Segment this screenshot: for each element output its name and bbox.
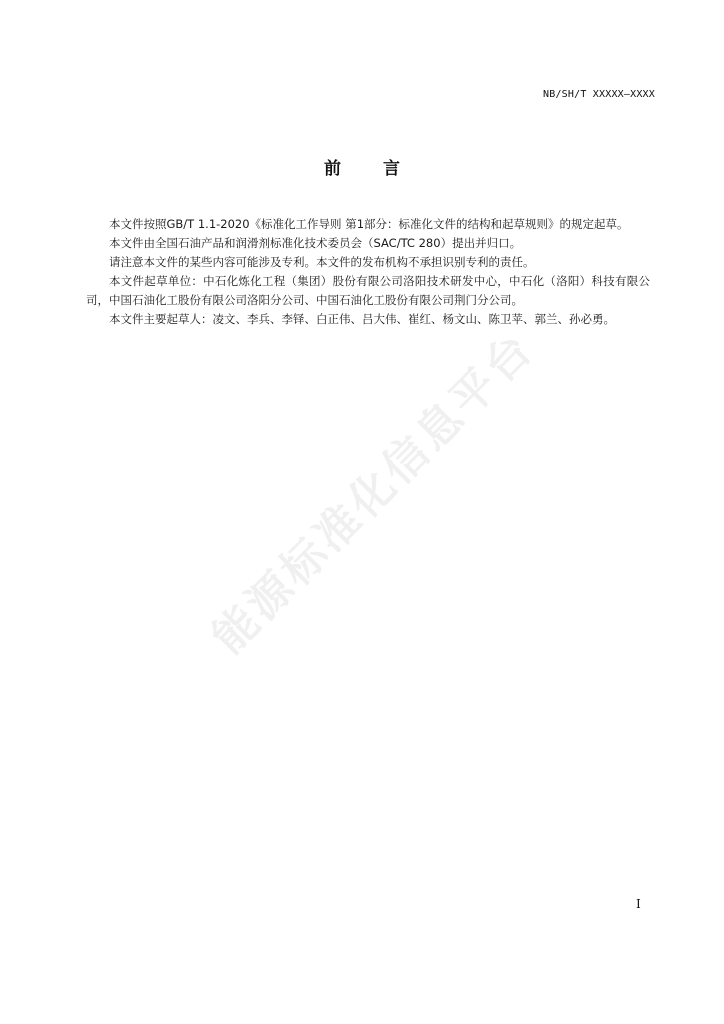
standard-code: NB/SH/T XXXXX—XXXX xyxy=(543,89,655,100)
paragraph-patent-notice: 请注意本文件的某些内容可能涉及专利。本文件的发布机构不承担识别专利的责任。 xyxy=(109,255,535,269)
paragraph-drafting-units: 本文件起草单位：中石化炼化工程（集团）股份有限公司洛阳技术研发中心，中石化（洛阳）科技有限公司，中国石油化工股份有限公司洛阳分公司、中国石油化工股份有限公司荆门分公司。 xyxy=(86,274,650,307)
paragraph-proposer: 本文件由全国石油产品和润滑剂标准化技术委员会（SAC/TC 280）提出并归口。 xyxy=(109,236,522,250)
paragraph-drafting-rules: 本文件按照GB/T 1.1-2020《标准化工作导则 第1部分：标准化文件的结构和起草规则》的规定起草。 xyxy=(109,217,629,231)
paragraph-drafters: 本文件主要起草人：凌文、李兵、李铎、白正伟、吕大伟、崔红、杨文山、陈卫苹、郭兰、孙必勇。 xyxy=(109,312,615,326)
page-title xyxy=(0,154,724,179)
page-number: I xyxy=(636,897,641,911)
preface-body xyxy=(86,215,650,329)
watermark: 能源标准化信息平台 xyxy=(202,322,545,664)
title-part-1: 前 xyxy=(324,159,341,179)
title-part-2: 言 xyxy=(383,159,400,179)
